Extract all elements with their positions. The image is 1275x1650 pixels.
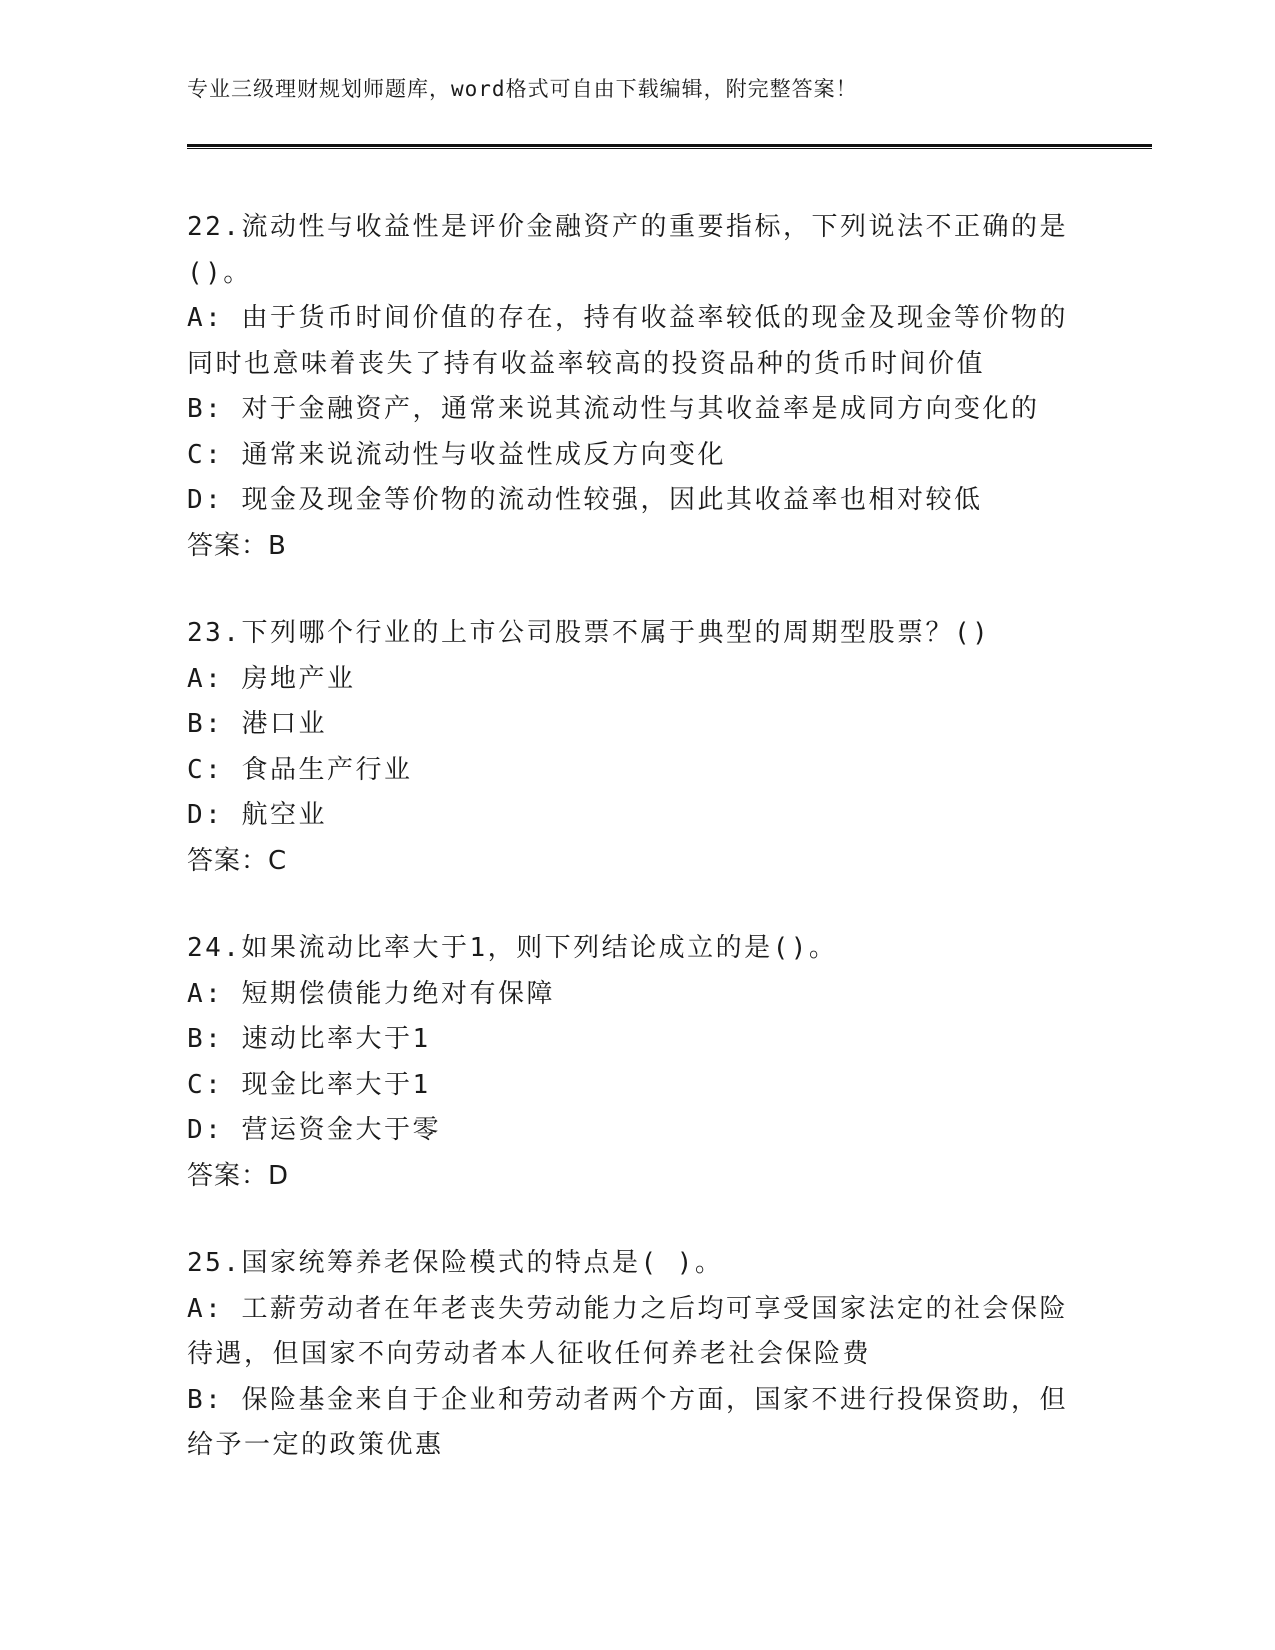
option-b: B: 速动比率大于1 <box>187 1024 431 1054</box>
header-divider <box>187 144 1152 149</box>
option-a-continued: 待遇，但国家不向劳动者本人征收任何养老社会保险费 <box>187 1339 872 1369</box>
question-stem: 22.流动性与收益性是评价金融资产的重要指标，下列说法不正确的是 <box>187 212 1068 242</box>
question-list <box>187 205 1087 1511</box>
question-25 <box>187 1241 1087 1469</box>
option-b-continued: 给予一定的政策优惠 <box>187 1430 444 1460</box>
answer: 答案：B <box>187 530 287 561</box>
answer: 答案：C <box>187 845 288 876</box>
page-header: 专业三级理财规划师题库，word格式可自由下载编辑，附完整答案！ <box>187 77 858 101</box>
question-stem: 25.国家统筹养老保险模式的特点是( )。 <box>187 1248 724 1278</box>
option-c: C: 现金比率大于1 <box>187 1069 431 1100</box>
question-22 <box>187 205 1087 569</box>
option-c: C: 通常来说流动性与收益性成反方向变化 <box>187 439 726 470</box>
option-b: B: 对于金融资产，通常来说其流动性与其收益率是成同方向变化的 <box>187 394 1040 424</box>
option-a: A: 房地产业 <box>187 663 356 694</box>
option-a: A: 短期偿债能力绝对有保障 <box>187 978 555 1009</box>
option-b: B: 港口业 <box>187 709 327 739</box>
question-stem: 23.下列哪个行业的上市公司股票不属于典型的周期型股票？() <box>187 618 991 648</box>
option-d: D: 航空业 <box>187 800 327 830</box>
option-c: C: 食品生产行业 <box>187 754 413 785</box>
answer: 答案：D <box>187 1160 290 1191</box>
question-24 <box>187 926 1087 1199</box>
question-stem: 24.如果流动比率大于1，则下列结论成立的是()。 <box>187 933 838 963</box>
option-d: D: 现金及现金等价物的流动性较强，因此其收益率也相对较低 <box>187 485 983 515</box>
option-a-continued: 同时也意味着丧失了持有收益率较高的投资品种的货币时间价值 <box>187 348 986 379</box>
option-a: A: 工薪劳动者在年老丧失劳动能力之后均可享受国家法定的社会保险 <box>187 1293 1068 1324</box>
question-23 <box>187 611 1087 884</box>
question-stem: ()。 <box>187 257 252 288</box>
option-a: A: 由于货币时间价值的存在，持有收益率较低的现金及现金等价物的 <box>187 303 1068 333</box>
option-b: B: 保险基金来自于企业和劳动者两个方面，国家不进行投保资助，但 <box>187 1384 1068 1415</box>
option-d: D: 营运资金大于零 <box>187 1115 441 1145</box>
